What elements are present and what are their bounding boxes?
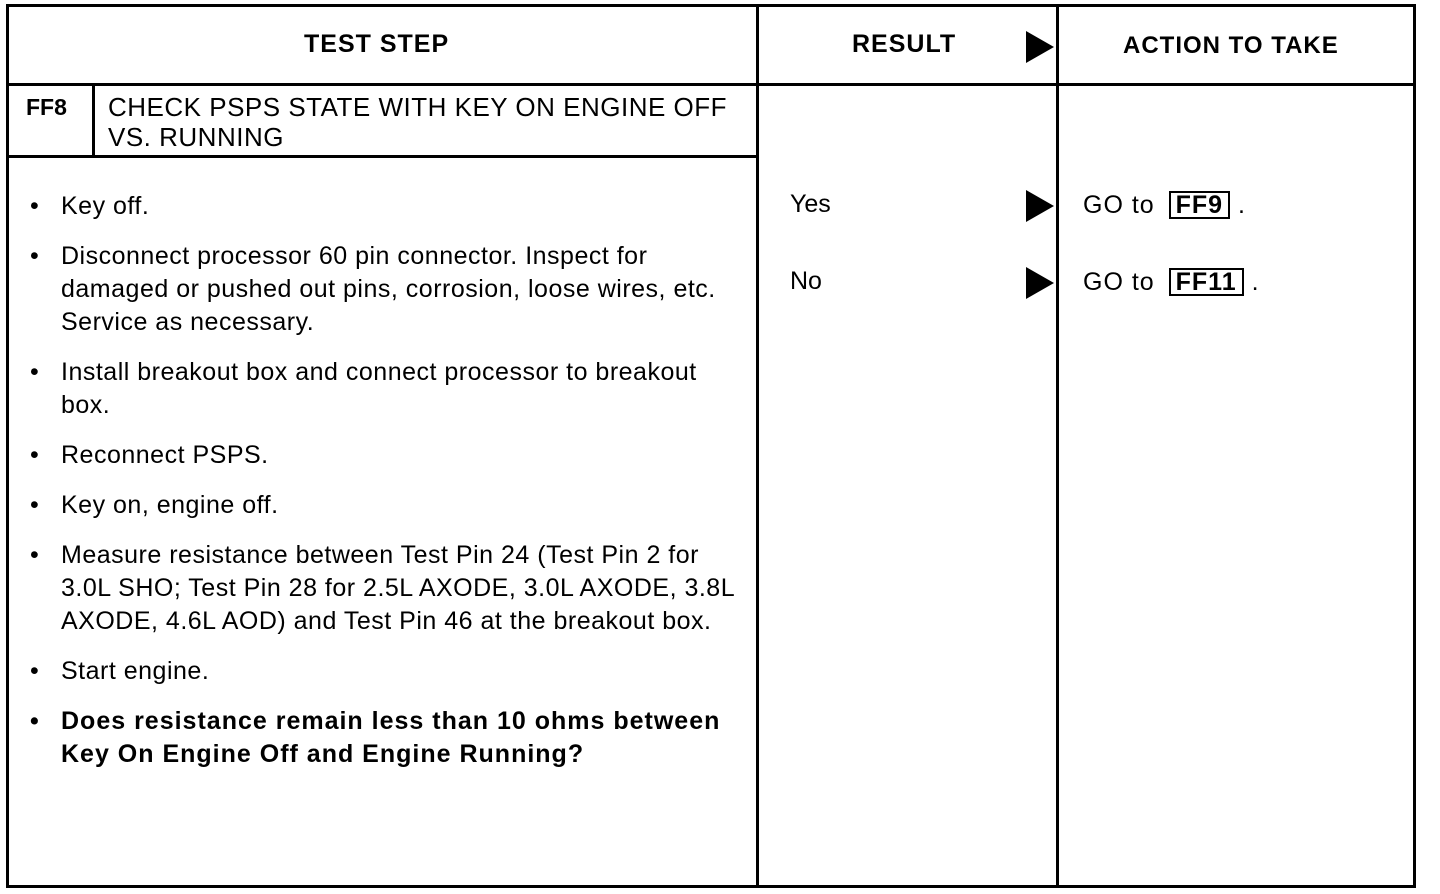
- header-arrow-icon: [1026, 31, 1054, 63]
- step-id-divider: [92, 83, 95, 157]
- instruction-item: • Install breakout box and connect processor to breakout box.: [30, 356, 735, 422]
- instruction-list: [30, 190, 735, 788]
- column-divider-result: [756, 4, 759, 888]
- action-yes-ref[interactable]: FF9: [1169, 191, 1230, 219]
- action-no-suffix: .: [1251, 268, 1260, 296]
- header-rule: [6, 83, 1416, 86]
- step-id: FF8: [26, 94, 67, 120]
- instruction-item: • Measure resistance between Test Pin 24 (Test Pin 2 for 3.0L SHO; Test Pin 28 for 2.5L AXODE, 3.0L AXODE, 3.8L AXODE, 4.6L AOD) and Test Pin 46 at the breakout box.: [30, 539, 735, 638]
- action-no: [1083, 268, 1260, 297]
- instruction-item: • Key on, engine off.: [30, 489, 735, 522]
- action-yes-prefix: GO to: [1083, 191, 1155, 219]
- result-no-arrow-icon: [1026, 267, 1054, 299]
- action-yes-suffix: .: [1238, 191, 1246, 219]
- instruction-question: • Does resistance remain less than 10 ohms between Key On Engine Off and Engine Running?: [30, 705, 735, 771]
- action-no-ref[interactable]: FF11: [1169, 268, 1244, 296]
- instruction-item: • Key off.: [30, 190, 735, 223]
- header-result: RESULT: [852, 30, 957, 58]
- step-title-rule: [6, 155, 758, 158]
- result-yes: Yes: [790, 190, 831, 218]
- action-no-prefix: GO to: [1083, 268, 1155, 296]
- step-title: CHECK PSPS STATE WITH KEY ON ENGINE OFF VS. RUNNING: [108, 92, 728, 152]
- column-divider-action: [1056, 4, 1059, 888]
- result-no: No: [790, 267, 822, 295]
- result-yes-arrow-icon: [1026, 190, 1054, 222]
- instruction-item: • Reconnect PSPS.: [30, 439, 735, 472]
- header-action: ACTION TO TAKE: [1123, 32, 1339, 59]
- header-test-step: TEST STEP: [304, 30, 450, 58]
- action-yes: [1083, 191, 1246, 220]
- instruction-item: • Disconnect processor 60 pin connector. Inspect for damaged or pushed out pins, corrosion, loose wires, etc. Service as necessary.: [30, 240, 735, 339]
- instruction-item: • Start engine.: [30, 655, 735, 688]
